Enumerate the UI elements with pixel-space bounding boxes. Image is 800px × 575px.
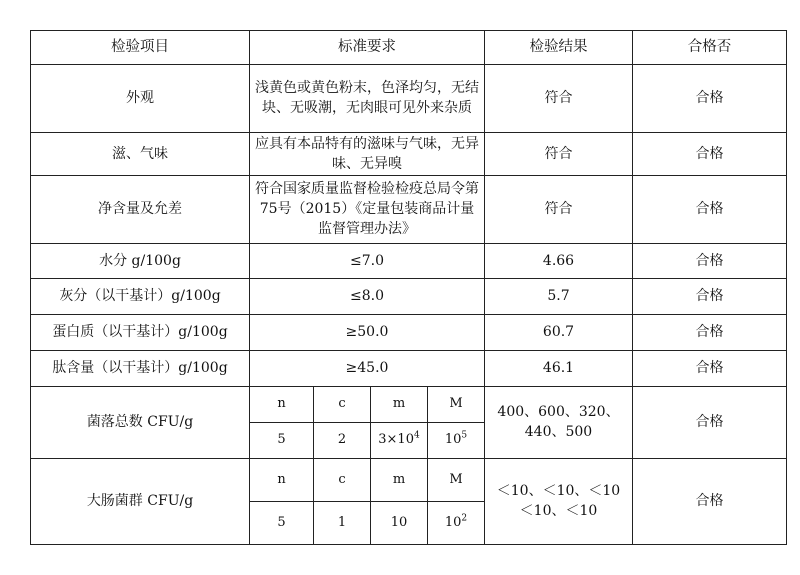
verdict-cell: 合格 [633,278,787,314]
inspection-table [30,30,787,545]
micro-param-row [31,386,787,422]
param-M: M [428,458,485,501]
item-cell: 肽含量（以干基计）g/100g [31,350,250,386]
result-cell: ＜10、＜10、＜10 ＜10、＜10 [485,458,633,544]
item-cell: 蛋白质（以干基计）g/100g [31,314,250,350]
verdict-cell: 合格 [633,243,787,278]
item-cell: 大肠菌群 CFU/g [31,458,250,544]
table-row [31,132,787,175]
result-cell: 46.1 [485,350,633,386]
item-cell: 菌落总数 CFU/g [31,386,250,458]
param-m: m [371,386,428,422]
header-requirement: 标准要求 [250,31,485,65]
result-cell: 5.7 [485,278,633,314]
requirement-cell: 应具有本品特有的滋味与气味，无异味、无异嗅 [250,132,485,175]
item-cell: 外观 [31,64,250,132]
table-row [31,243,787,278]
result-cell: 4.66 [485,243,633,278]
requirement-cell: ≥50.0 [250,314,485,350]
table-row [31,278,787,314]
verdict-cell: 合格 [633,175,787,243]
item-cell: 水分 g/100g [31,243,250,278]
value-c: 1 [314,501,371,544]
header-item: 检验项目 [31,31,250,65]
table-row [31,64,787,132]
table-row [31,314,787,350]
result-cell: 符合 [485,64,633,132]
item-cell: 净含量及允差 [31,175,250,243]
table-row [31,350,787,386]
value-n: 5 [250,422,314,458]
requirement-cell: ≥45.0 [250,350,485,386]
header-result: 检验结果 [485,31,633,65]
item-cell: 灰分（以干基计）g/100g [31,278,250,314]
verdict-cell: 合格 [633,64,787,132]
requirement-cell: ≤7.0 [250,243,485,278]
value-M: $10^5$ [428,422,485,458]
verdict-cell: 合格 [633,386,787,458]
micro-param-row [31,458,787,501]
requirement-cell: 符合国家质量监督检验检疫总局令第75号（2015）《定量包装商品计量监督管理办法》 [250,175,485,243]
item-cell: 滋、气味 [31,132,250,175]
header-row [31,31,787,65]
result-cell: 400、600、320、440、500 [485,386,633,458]
requirement-cell: ≤8.0 [250,278,485,314]
param-c: c [314,386,371,422]
value-c: 2 [314,422,371,458]
requirement-cell: 浅黄色或黄色粉末，色泽均匀，无结块、无吸潮，无肉眼可见外来杂质 [250,64,485,132]
verdict-cell: 合格 [633,314,787,350]
result-cell: 60.7 [485,314,633,350]
param-m: m [371,458,428,501]
table-row [31,175,787,243]
value-m: $3\times 10^4$ [371,422,428,458]
header-verdict: 合格否 [633,31,787,65]
value-m: 10 [371,501,428,544]
param-n: n [250,458,314,501]
result-cell: 符合 [485,132,633,175]
verdict-cell: 合格 [633,458,787,544]
param-n: n [250,386,314,422]
result-cell: 符合 [485,175,633,243]
param-c: c [314,458,371,501]
param-M: M [428,386,485,422]
value-M: $10^2$ [428,501,485,544]
verdict-cell: 合格 [633,350,787,386]
verdict-cell: 合格 [633,132,787,175]
value-n: 5 [250,501,314,544]
